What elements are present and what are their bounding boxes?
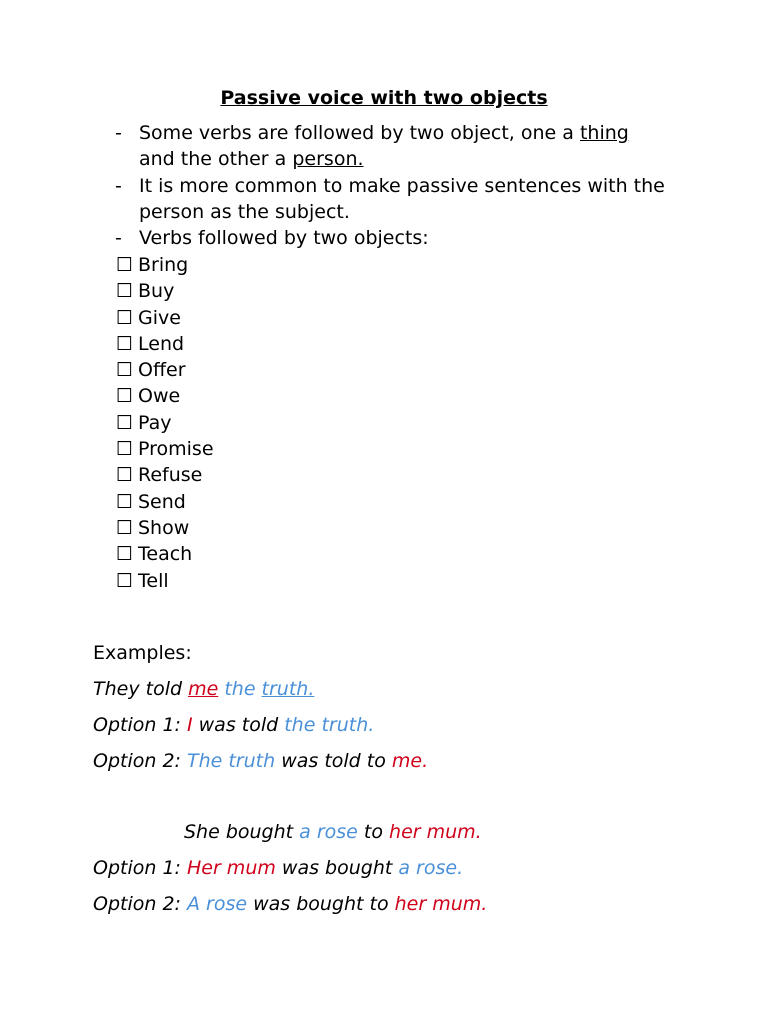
bullet-item-3 [115, 225, 715, 251]
option-label: Option 1: [93, 714, 187, 736]
verb-item [116, 305, 214, 331]
indirect-object: me. [391, 750, 429, 772]
verb-checklist [116, 252, 214, 594]
verb-item [116, 541, 214, 567]
verb-label: Promise [138, 438, 214, 461]
direct-object: a rose [299, 821, 358, 843]
verb-label: Refuse [138, 464, 203, 487]
example-1-option-1 [93, 712, 374, 738]
verb-label: Give [138, 306, 181, 329]
verb-item [116, 410, 214, 436]
underlined-word-person: person. [292, 148, 364, 171]
example-1-option-2 [93, 748, 428, 774]
subject-thing: A rose [186, 893, 248, 915]
checkbox-icon: ☐ [116, 516, 134, 539]
checkbox-icon: ☐ [116, 411, 134, 434]
verb-item [116, 436, 214, 462]
bullet-dash: - [115, 122, 122, 144]
verb-label: Pay [138, 411, 172, 434]
checkbox-icon: ☐ [116, 464, 134, 487]
option-label: Option 2: [93, 893, 187, 915]
option-label: Option 2: [93, 750, 187, 772]
bullet-dash: - [115, 227, 122, 250]
verb-item [116, 252, 214, 278]
bullet-item-1 [115, 120, 715, 173]
direct-object-article: the [218, 678, 262, 700]
example-text: to [357, 821, 390, 843]
example-1-sentence [93, 676, 314, 702]
direct-object: truth. [261, 678, 315, 700]
verb-item [116, 489, 214, 515]
example-text: was told to [275, 750, 392, 772]
subject-thing: The truth [186, 750, 276, 772]
indirect-object: me [188, 678, 219, 700]
subject-person: I [186, 714, 193, 736]
verb-label: Teach [138, 543, 193, 566]
verb-item [116, 331, 214, 357]
checkbox-icon: ☐ [116, 306, 134, 329]
bullet-dash: - [115, 174, 122, 197]
bullet-text: Some verbs are followed by two object, one a [139, 122, 580, 144]
underlined-word-thing: thing [579, 122, 629, 144]
example-2-sentence [184, 819, 482, 845]
bullet-text: Verbs followed by two objects: [139, 227, 429, 250]
example-2-option-1 [93, 855, 463, 881]
example-2-option-2 [93, 891, 487, 917]
verb-item [116, 568, 214, 594]
indirect-object: her mum. [389, 821, 482, 843]
subject-person: Her mum [186, 857, 276, 879]
checkbox-icon: ☐ [116, 332, 134, 355]
verb-label: Lend [138, 332, 185, 355]
verb-label: Offer [138, 359, 186, 382]
option-label: Option 1: [93, 857, 187, 879]
verb-item [116, 357, 214, 383]
verb-label: Bring [138, 254, 189, 276]
bullet-item-2 [115, 173, 715, 226]
direct-object: a rose. [398, 857, 464, 879]
checkbox-icon: ☐ [116, 254, 134, 276]
checkbox-icon: ☐ [116, 438, 134, 461]
checkbox-icon: ☐ [116, 359, 134, 382]
verb-label: Show [138, 516, 190, 539]
verb-label: Buy [138, 280, 175, 303]
example-text: was bought [275, 857, 399, 879]
verb-item [116, 383, 214, 409]
indirect-object: her mum. [394, 893, 488, 915]
checkbox-icon: ☐ [116, 543, 134, 566]
verb-item [116, 462, 214, 488]
bullet-text: and the other a [139, 148, 293, 171]
page-title: Passive voice with two objects [220, 87, 548, 109]
verb-item [116, 278, 214, 304]
checkbox-icon: ☐ [116, 280, 134, 303]
direct-object: the truth. [284, 714, 375, 736]
example-text: was bought to [247, 893, 395, 915]
example-text: was told [192, 714, 285, 736]
checkbox-icon: ☐ [116, 490, 134, 513]
verb-label: Send [138, 490, 186, 513]
bullet-list [115, 120, 715, 251]
verb-item [116, 515, 214, 541]
example-text: She bought [184, 821, 300, 843]
verb-label: Owe [138, 385, 181, 408]
examples-label: Examples: [93, 642, 192, 664]
checkbox-icon: ☐ [116, 569, 134, 592]
bullet-text: It is more common to make passive sentences with the person as the subject. [139, 174, 665, 223]
verb-label: Tell [138, 569, 169, 592]
checkbox-icon: ☐ [116, 385, 134, 408]
example-text: They told [93, 678, 189, 700]
